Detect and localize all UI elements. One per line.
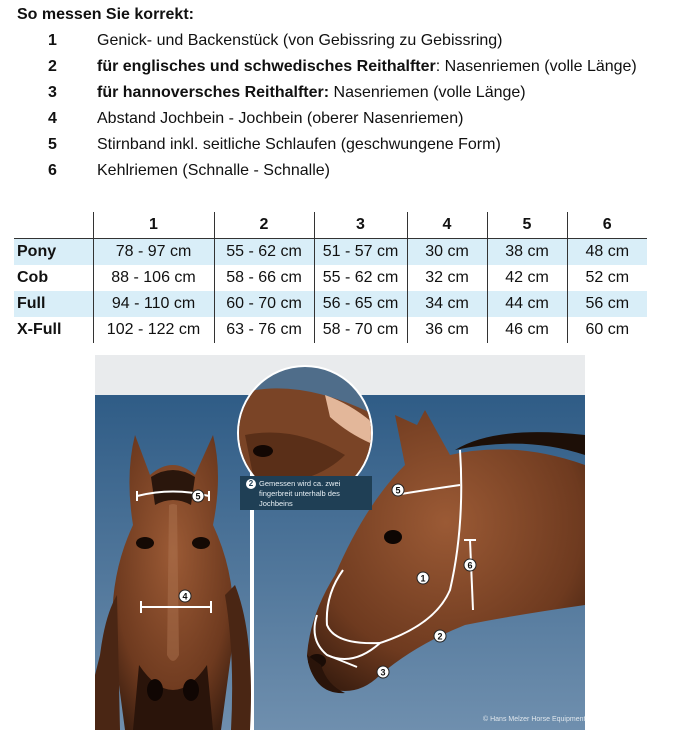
table-cell: 32 cm [407, 265, 487, 291]
marker-5-front [192, 490, 204, 502]
table-cell: 78 - 97 cm [93, 239, 214, 266]
row-label: Full [14, 291, 93, 317]
marker-2 [434, 630, 446, 642]
table-cell: 60 - 70 cm [214, 291, 314, 317]
step-item [0, 58, 698, 84]
table-row [14, 291, 647, 317]
step-bold-text: für hannoversches Reithalfter: [97, 84, 330, 101]
table-cell: 94 - 110 cm [93, 291, 214, 317]
step-item [0, 110, 698, 136]
step-number: 5 [48, 136, 57, 153]
table-cell: 48 cm [567, 239, 647, 266]
table-cell: 42 cm [487, 265, 567, 291]
marker-4 [179, 590, 191, 602]
table-cell: 58 - 70 cm [314, 317, 407, 343]
callout-text: Gemessen wird ca. zwei fingerbreit unterhalb des Jochbeins [259, 479, 341, 508]
table-cell: 102 - 122 cm [93, 317, 214, 343]
svg-text:2: 2 [437, 631, 443, 642]
table-cell: 36 cm [407, 317, 487, 343]
marker-6 [464, 559, 476, 571]
callout-box [240, 476, 372, 510]
page-title: So messen Sie korrekt: [17, 6, 194, 23]
svg-text:5: 5 [395, 485, 401, 496]
table-corner [14, 212, 93, 239]
svg-text:4: 4 [182, 591, 188, 602]
bridle-measurement-photo [95, 355, 585, 730]
marker-1 [417, 572, 429, 584]
column-header: 1 [93, 212, 214, 239]
column-header: 4 [407, 212, 487, 239]
row-label: X-Full [17, 321, 62, 338]
svg-text:3: 3 [380, 667, 386, 678]
table-cell: 88 - 106 cm [93, 265, 214, 291]
svg-text:6: 6 [467, 560, 473, 571]
column-header: 2 [214, 212, 314, 239]
step-text: Kehlriemen (Schnalle - Schnalle) [97, 162, 330, 179]
horse-illustration [95, 355, 585, 730]
table-cell: 55 - 62 cm [314, 265, 407, 291]
step-number: 3 [48, 84, 57, 101]
step-item [0, 136, 698, 162]
table-cell: 56 cm [567, 291, 647, 317]
step-text: : Nasenriemen (volle Länge) [435, 58, 637, 75]
step-text: Stirnband inkl. seitliche Schlaufen (geschwungene Form) [97, 136, 501, 153]
column-header: 6 [567, 212, 647, 239]
table-cell: 38 cm [487, 239, 567, 266]
table-row [14, 317, 647, 343]
table-cell: 51 - 57 cm [314, 239, 407, 266]
table-cell: 46 cm [487, 317, 567, 343]
table-header-row [14, 212, 647, 239]
table-cell: 60 cm [567, 317, 647, 343]
table-row [14, 265, 647, 291]
step-text: Nasenriemen (volle Länge) [329, 84, 526, 101]
marker-3 [377, 666, 389, 678]
step-bold-text: für englisches und schwedisches Reithalfter [97, 58, 436, 75]
table-cell: 58 - 66 cm [214, 265, 314, 291]
svg-text:1: 1 [420, 573, 426, 584]
column-header: 5 [487, 212, 567, 239]
table-row [14, 239, 647, 266]
table-cell: 56 - 65 cm [314, 291, 407, 317]
svg-text:5: 5 [195, 491, 201, 502]
step-item [0, 162, 698, 188]
step-text: Genick- und Backenstück (von Gebissring zu Gebissring) [97, 32, 503, 49]
row-label: Pony [14, 239, 93, 266]
table-cell: 52 cm [567, 265, 647, 291]
step-number: 2 [48, 58, 57, 75]
table-cell: 30 cm [407, 239, 487, 266]
step-item [0, 32, 698, 58]
step-number: 4 [48, 110, 57, 127]
table-cell: 34 cm [407, 291, 487, 317]
table-cell: 44 cm [487, 291, 567, 317]
size-table [14, 212, 647, 343]
step-number: 6 [48, 162, 57, 179]
step-number: 1 [48, 32, 57, 49]
step-item [0, 84, 698, 110]
column-header: 3 [314, 212, 407, 239]
copyright-text: © Hans Melzer Horse Equipment [483, 716, 586, 723]
step-text: Abstand Jochbein - Jochbein (oberer Nasenriemen) [97, 110, 464, 127]
table-cell: 63 - 76 cm [214, 317, 314, 343]
row-label: Cob [17, 269, 49, 286]
table-cell: 55 - 62 cm [214, 239, 314, 266]
marker-5-side [392, 484, 404, 496]
callout-number: 2 [246, 479, 256, 489]
